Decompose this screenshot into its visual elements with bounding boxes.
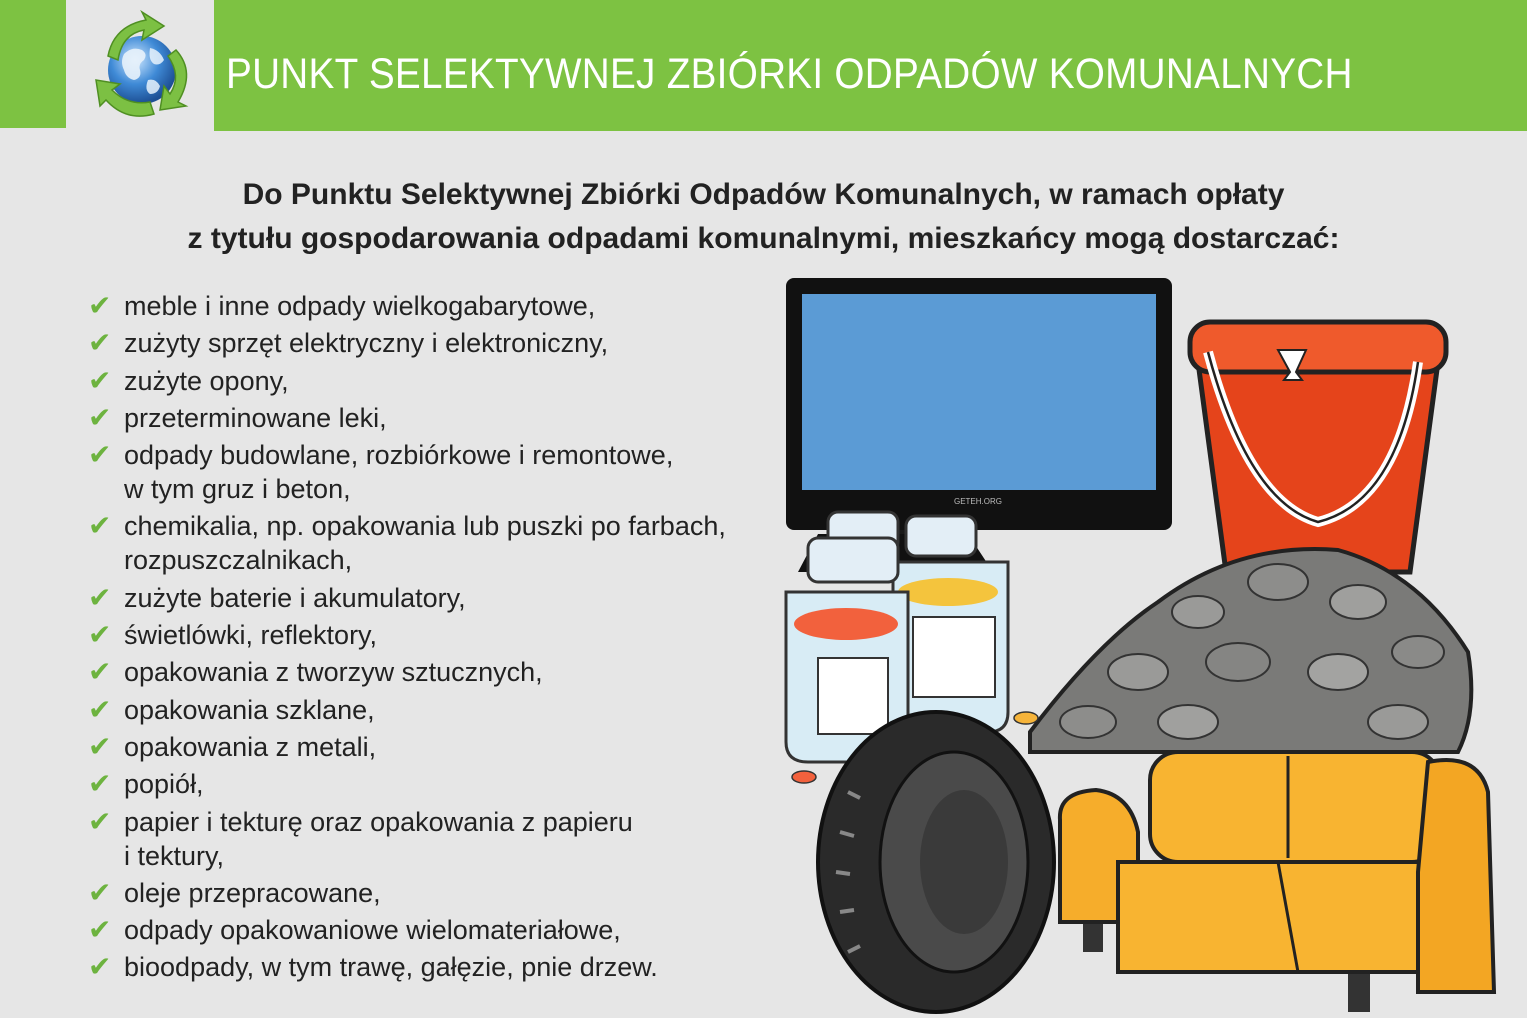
bucket-icon (1190, 322, 1446, 572)
list-item: ✔ odpady opakowaniowe wielomateriałowe, (88, 914, 621, 946)
checkmark-icon: ✔ (88, 951, 112, 983)
list-item: ✔ świetlówki, reflektory, (88, 619, 378, 651)
rubble-pile-icon (1030, 549, 1471, 752)
checkmark-icon: ✔ (88, 364, 112, 396)
list-item: ✔ meble i inne odpady wielkogabarytowe, (88, 290, 596, 321)
checkmark-icon: ✔ (88, 619, 112, 651)
list-item: ✔ popiół, (88, 768, 204, 800)
list-item: ✔ oleje przepracowane, (88, 876, 381, 908)
list-item: ✔ opakowania z tworzyw sztucznych, (88, 656, 543, 688)
tv-brand-label: GETEH.ORG (953, 497, 1003, 506)
intro-text (0, 173, 1527, 261)
list-item: ✔ bioodpady, w tym trawę, gałęzie, pnie drzew. (88, 951, 658, 983)
checkmark-icon: ✔ (88, 768, 112, 800)
checkmark-icon: ✔ (88, 914, 112, 946)
checkmark-icon: ✔ (88, 805, 112, 837)
intro-line-1: Do Punktu Selektywnej Zbiórki Odpadów Komunalnych, w ramach opłaty (242, 178, 1285, 211)
checkmark-icon: ✔ (88, 290, 112, 321)
waste-illustration (778, 272, 1518, 1018)
list-item: ✔ odpady budowlane, rozbiórkowe i remontowe, w tym gruz i beton, (88, 438, 726, 506)
sofa-icon (1060, 752, 1494, 1012)
list-item-continuation: i tektury, (124, 840, 225, 871)
checkmark-icon: ✔ (88, 581, 112, 613)
checkmark-icon: ✔ (88, 656, 112, 688)
intro-line-2: z tytułu gospodarowania odpadami komunalnymi, mieszkańcy mogą dostarczać: (187, 222, 1340, 255)
recycling-globe-icon (80, 10, 204, 130)
list-item: ✔ opakowania z metali, (88, 730, 377, 762)
tire-icon (818, 712, 1054, 1012)
page-title: PUNKT SELEKTYWNEJ ZBIÓRKI ODPADÓW KOMUNALNYCH (226, 50, 1353, 98)
list-item-continuation: w tym gruz i beton, (124, 474, 351, 505)
checkmark-icon: ✔ (88, 693, 112, 725)
accepted-waste-list (88, 289, 726, 988)
list-item: ✔ chemikalia, np. opakowania lub puszki po farbach, rozpuszczalnikach, (88, 510, 726, 576)
checkmark-icon: ✔ (88, 876, 112, 908)
checkmark-icon: ✔ (88, 401, 112, 433)
list-item: ✔ zużyty sprzęt elektryczny i elektroniczny, (88, 327, 609, 359)
list-item: ✔ papier i tekturę oraz opakowania z papieru i tektury, (88, 805, 726, 873)
list-item: ✔ zużyte baterie i akumulatory, (88, 581, 466, 613)
checkmark-icon: ✔ (88, 327, 112, 359)
checkmark-icon: ✔ (88, 439, 112, 471)
list-item: ✔ przeterminowane leki, (88, 401, 387, 433)
checkmark-icon: ✔ (88, 730, 112, 762)
list-item: ✔ zużyte opony, (88, 364, 289, 396)
list-item: ✔ opakowania szklane, (88, 693, 375, 725)
checkmark-icon: ✔ (88, 510, 112, 542)
header-band-left (0, 0, 66, 128)
list-item-continuation: rozpuszczalnikach, (124, 545, 353, 576)
